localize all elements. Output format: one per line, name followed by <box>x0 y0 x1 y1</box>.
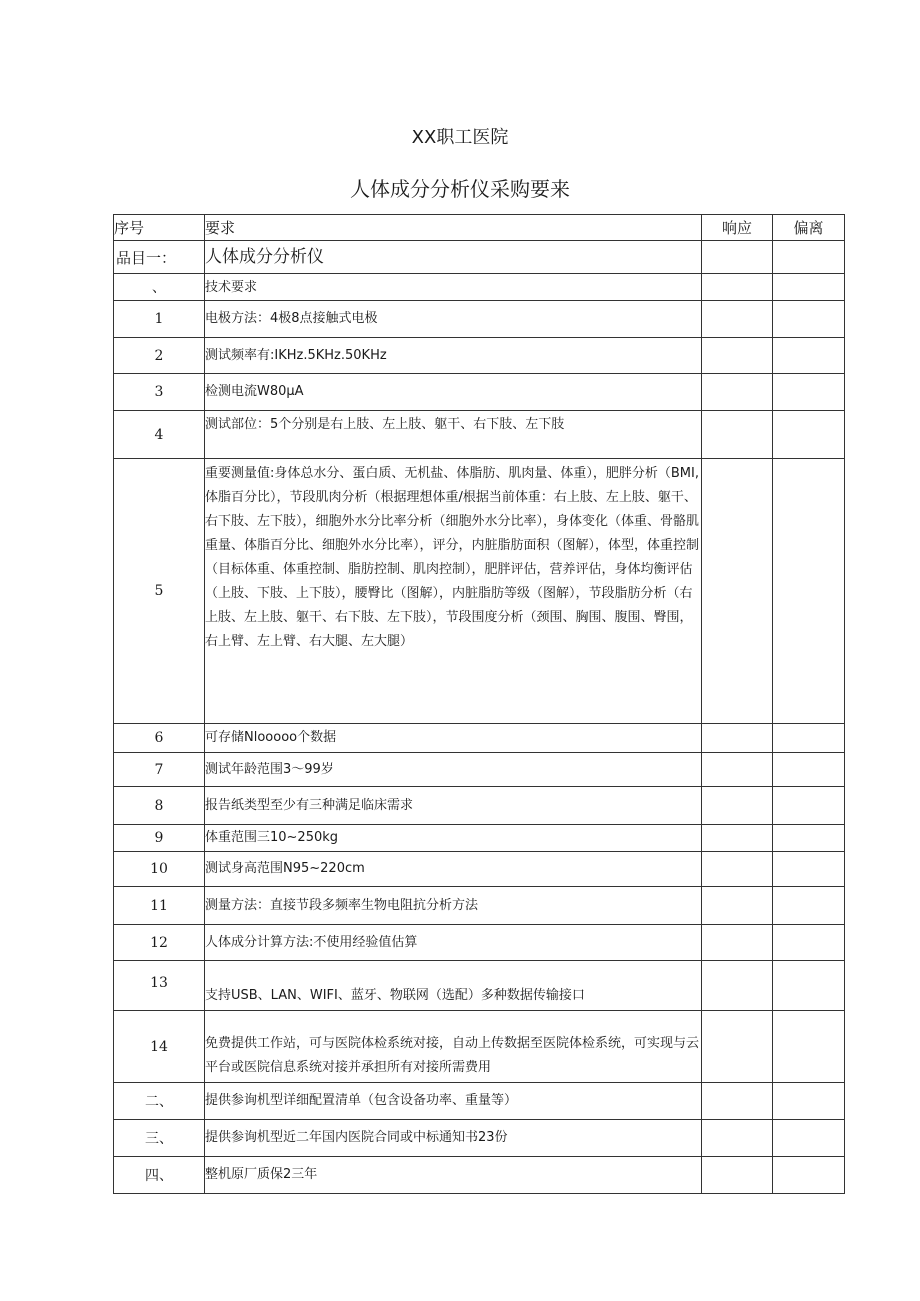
row-requirement: 提供参询机型近二年国内医院合同或中标通知书23份 <box>205 1120 702 1157</box>
table-row <box>114 274 845 301</box>
category-row <box>114 241 845 274</box>
row-requirement: 人体成分计算方法:不使用经验值估算 <box>205 925 702 961</box>
table-row <box>114 852 845 887</box>
deviation-cell <box>773 374 845 411</box>
response-cell <box>702 459 773 724</box>
column-header-no: 序号 <box>114 215 205 241</box>
row-no: 3 <box>114 374 205 411</box>
row-requirement: 重要测量值:身体总水分、蛋白质、无机盐、体脂肪、肌肉量、体重），肥胖分析（BMI,体脂百分比），节段肌肉分析（根据理想体重/根据当前体重：右上肢、左上肢、躯干、右下肢、左下肢），细胞外水分比率分析（细胞外水分比率），身体变化（体重、骨骼肌重量、体脂百分比、细胞外水分比率），评分，内脏脂肪面积（图解），体型，体重控制（目标体重、体重控制、脂肪控制、肌肉控制），肥胖评估，营养评估，身体均衡评估（上肢、下肢、上下肢），腰臀比（图解），内脏脂肪等级（图解），节段脂肪分析（右上肢、左上肢、躯干、右下肢、左下肢），节段围度分析（颈围、胸围、腹围、臀围，右上臂、左上臂、右大腿、左大腿） <box>205 459 702 724</box>
response-cell <box>702 374 773 411</box>
response-cell <box>702 724 773 753</box>
row-no: 2 <box>114 338 205 374</box>
deviation-cell <box>773 961 845 1011</box>
row-no: 6 <box>114 724 205 753</box>
requirements-table <box>113 214 845 1194</box>
table-row <box>114 925 845 961</box>
row-requirement: 测试部位：5个分别是右上肢、左上肢、躯干、右下肢、左下肢 <box>205 411 702 459</box>
row-requirement: 体重范围三10~250kg <box>205 825 702 852</box>
row-requirement: 提供参询机型详细配置清单（包含设备功率、重量等） <box>205 1083 702 1120</box>
deviation-cell <box>773 459 845 724</box>
table-row <box>114 753 845 787</box>
row-no: 11 <box>114 887 205 925</box>
row-requirement: 免费提供工作站，可与医院体检系统对接，自动上传数据至医院体检系统，可实现与云平台或医院信息系统对接并承担所有对接所需费用 <box>205 1011 702 1083</box>
response-cell <box>702 887 773 925</box>
row-no: 四、 <box>114 1157 205 1194</box>
table-row <box>114 787 845 825</box>
row-no: 8 <box>114 787 205 825</box>
table-row <box>114 1157 845 1194</box>
deviation-cell <box>773 1011 845 1083</box>
row-requirement: 测试频率有:IKHz.5KHz.50KHz <box>205 338 702 374</box>
response-cell <box>702 338 773 374</box>
deviation-cell <box>773 787 845 825</box>
response-cell <box>702 241 773 274</box>
row-no: 三、 <box>114 1120 205 1157</box>
column-header-requirement: 要求 <box>205 215 702 241</box>
table-row <box>114 411 845 459</box>
row-no: 10 <box>114 852 205 887</box>
table-row <box>114 1120 845 1157</box>
response-cell <box>702 961 773 1011</box>
category-name: 人体成分分析仪 <box>205 241 702 274</box>
row-requirement: 测量方法：直接节段多频率生物电阻抗分析方法 <box>205 887 702 925</box>
response-cell <box>702 825 773 852</box>
row-no: 1 <box>114 301 205 338</box>
response-cell <box>702 1011 773 1083</box>
table-row <box>114 459 845 724</box>
deviation-cell <box>773 753 845 787</box>
row-no: 9 <box>114 825 205 852</box>
response-cell <box>702 274 773 301</box>
deviation-cell <box>773 1083 845 1120</box>
table-header-row <box>114 215 845 241</box>
response-cell <box>702 852 773 887</box>
response-cell <box>702 1120 773 1157</box>
row-requirement: 支持USB、LAN、WIFI、蓝牙、物联网（选配）多种数据传输接口 <box>205 961 702 1011</box>
row-requirement: 可存储Nlooooo个数据 <box>205 724 702 753</box>
table-row <box>114 1083 845 1120</box>
row-requirement: 报告纸类型至少有三种满足临床需求 <box>205 787 702 825</box>
row-requirement: 整机原厂质保2三年 <box>205 1157 702 1194</box>
table-row <box>114 961 845 1011</box>
deviation-cell <box>773 1120 845 1157</box>
table-row <box>114 825 845 852</box>
response-cell <box>702 301 773 338</box>
response-cell <box>702 1083 773 1120</box>
row-requirement: 检测电流W80μA <box>205 374 702 411</box>
deviation-cell <box>773 1157 845 1194</box>
table-row <box>114 374 845 411</box>
table-row <box>114 1011 845 1083</box>
row-no: 13 <box>114 961 205 1011</box>
response-cell <box>702 1157 773 1194</box>
row-no: 二、 <box>114 1083 205 1120</box>
row-no: 7 <box>114 753 205 787</box>
deviation-cell <box>773 925 845 961</box>
row-requirement: 技术要求 <box>205 274 702 301</box>
deviation-cell <box>773 887 845 925</box>
deviation-cell <box>773 724 845 753</box>
response-cell <box>702 925 773 961</box>
table-row <box>114 338 845 374</box>
deviation-cell <box>773 301 845 338</box>
deviation-cell <box>773 338 845 374</box>
row-no: 5 <box>114 459 205 724</box>
category-no: 品目一： <box>114 241 205 274</box>
column-header-response: 响应 <box>702 215 773 241</box>
deviation-cell <box>773 241 845 274</box>
deviation-cell <box>773 411 845 459</box>
row-no: 14 <box>114 1011 205 1083</box>
table-row <box>114 301 845 338</box>
row-no: 12 <box>114 925 205 961</box>
response-cell <box>702 787 773 825</box>
row-requirement: 电极方法：4极8点接触式电极 <box>205 301 702 338</box>
response-cell <box>702 411 773 459</box>
row-no: 、 <box>114 274 205 301</box>
deviation-cell <box>773 852 845 887</box>
table-row <box>114 724 845 753</box>
row-requirement: 测试年龄范围3〜99岁 <box>205 753 702 787</box>
deviation-cell <box>773 274 845 301</box>
deviation-cell <box>773 825 845 852</box>
response-cell <box>702 753 773 787</box>
row-requirement: 测试身高范围N95~220cm <box>205 852 702 887</box>
document-title: 人体成分分析仪采购要来 <box>350 177 570 201</box>
column-header-deviation: 偏离 <box>773 215 845 241</box>
organization-title: XX职工医院 <box>411 127 509 148</box>
row-no: 4 <box>114 411 205 459</box>
table-row <box>114 887 845 925</box>
